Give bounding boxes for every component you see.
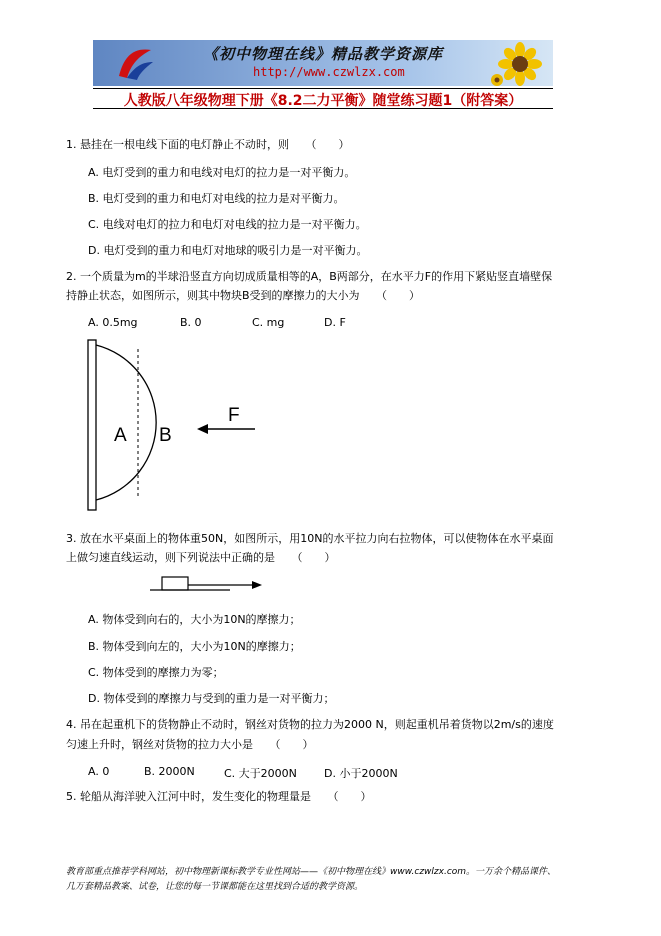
question-4-option-c: C. 大于2000N <box>224 767 297 780</box>
question-4-stem-line-1: 4. 吊在起重机下的货物静止不动时，钢丝对货物的拉力为2000 N，则起重机吊着货物以2m/s的速度 <box>66 718 554 731</box>
question-3-option-d: D. 物体受到的摩擦力与受到的重力是一对平衡力； <box>88 692 335 705</box>
question-2-option-c: C. mg <box>252 316 285 329</box>
label-b: B <box>159 425 172 446</box>
question-1-option-d: D. 电灯受到的重力和电灯对地球的吸引力是一对平衡力。 <box>88 244 368 257</box>
site-logo-icon <box>115 46 155 82</box>
label-f: F <box>228 405 240 426</box>
hemisphere-outline <box>96 345 156 500</box>
question-4-stem-line-2: 匀速上升时，钢丝对货物的拉力大小是 （ ） <box>66 738 314 751</box>
block-on-table-figure <box>150 574 265 598</box>
question-1-option-b: B. 电灯受到的重力和电灯对电线的拉力是对平衡力。 <box>88 192 345 205</box>
question-5-stem: 5. 轮船从海洋驶入江河中时，发生变化的物理量是 （ ） <box>66 790 372 803</box>
label-a: A <box>114 425 127 446</box>
question-2-stem-line-1: 2. 一个质量为m的半球沿竖直方向切成质量相等的A，B两部分，在水平力F的作用下紧贴竖直墙壁保 <box>66 270 553 283</box>
question-3-option-b: B. 物体受到向左的，大小为10N的摩擦力； <box>88 640 301 653</box>
footer-line-2: 几万套精品教案、试卷，让您的每一节课都能在这里找到合适的教学资源。 <box>66 882 364 892</box>
question-3-stem-line-1: 3. 放在水平桌面上的物体重50N，如图所示，用10N的水平拉力向右拉物体，可以使物体在水平桌面 <box>66 532 554 545</box>
hemisphere-wall-figure <box>80 335 270 515</box>
footer-line-1: 教育部重点推荐学科网站，初中物理新课标教学专业性网站——《初中物理在线》www.czwlzx.com。一万余个精品课件、 <box>66 867 557 877</box>
wall <box>88 340 96 510</box>
question-2-option-a: A. 0.5mg <box>88 316 138 329</box>
banner-title: 《初中物理在线》精品教学资源库 <box>203 45 444 63</box>
question-3-stem-line-2: 上做匀速直线运动，则下列说法中正确的是 （ ） <box>66 551 336 564</box>
question-4-option-d: D. 小于2000N <box>324 767 398 780</box>
question-3-option-c: C. 物体受到的摩擦力为零； <box>88 666 224 679</box>
question-2-stem-line-2: 持静止状态，如图所示，则其中物块B受到的摩擦力的大小为 （ ） <box>66 289 421 302</box>
header-rule <box>93 88 553 89</box>
question-4-option-a: A. 0 <box>88 765 110 778</box>
force-arrow-head <box>197 424 208 434</box>
question-1-option-c: C. 电线对电灯的拉力和电灯对电线的拉力是一对平衡力。 <box>88 218 367 231</box>
title-underline <box>93 108 553 109</box>
question-3-option-a: A. 物体受到向右的，大小为10N的摩擦力； <box>88 613 301 626</box>
block <box>162 577 188 590</box>
header-banner <box>93 40 553 86</box>
pull-arrow-head <box>252 581 262 589</box>
question-1-option-a: A. 电灯受到的重力和电线对电灯的拉力是一对平衡力。 <box>88 166 356 179</box>
question-2-option-d: D. F <box>324 316 346 329</box>
sunflower-image <box>491 42 549 86</box>
page-title: 人教版八年级物理下册《8.2二力平衡》随堂练习题1（附答案） <box>123 93 523 109</box>
question-4-option-b: B. 2000N <box>144 765 195 778</box>
banner-url[interactable]: http://www.czwlzx.com <box>253 65 405 79</box>
question-1-stem: 1. 悬挂在一根电线下面的电灯静止不动时，则 （ ） <box>66 138 350 151</box>
question-2-option-b: B. 0 <box>180 316 202 329</box>
